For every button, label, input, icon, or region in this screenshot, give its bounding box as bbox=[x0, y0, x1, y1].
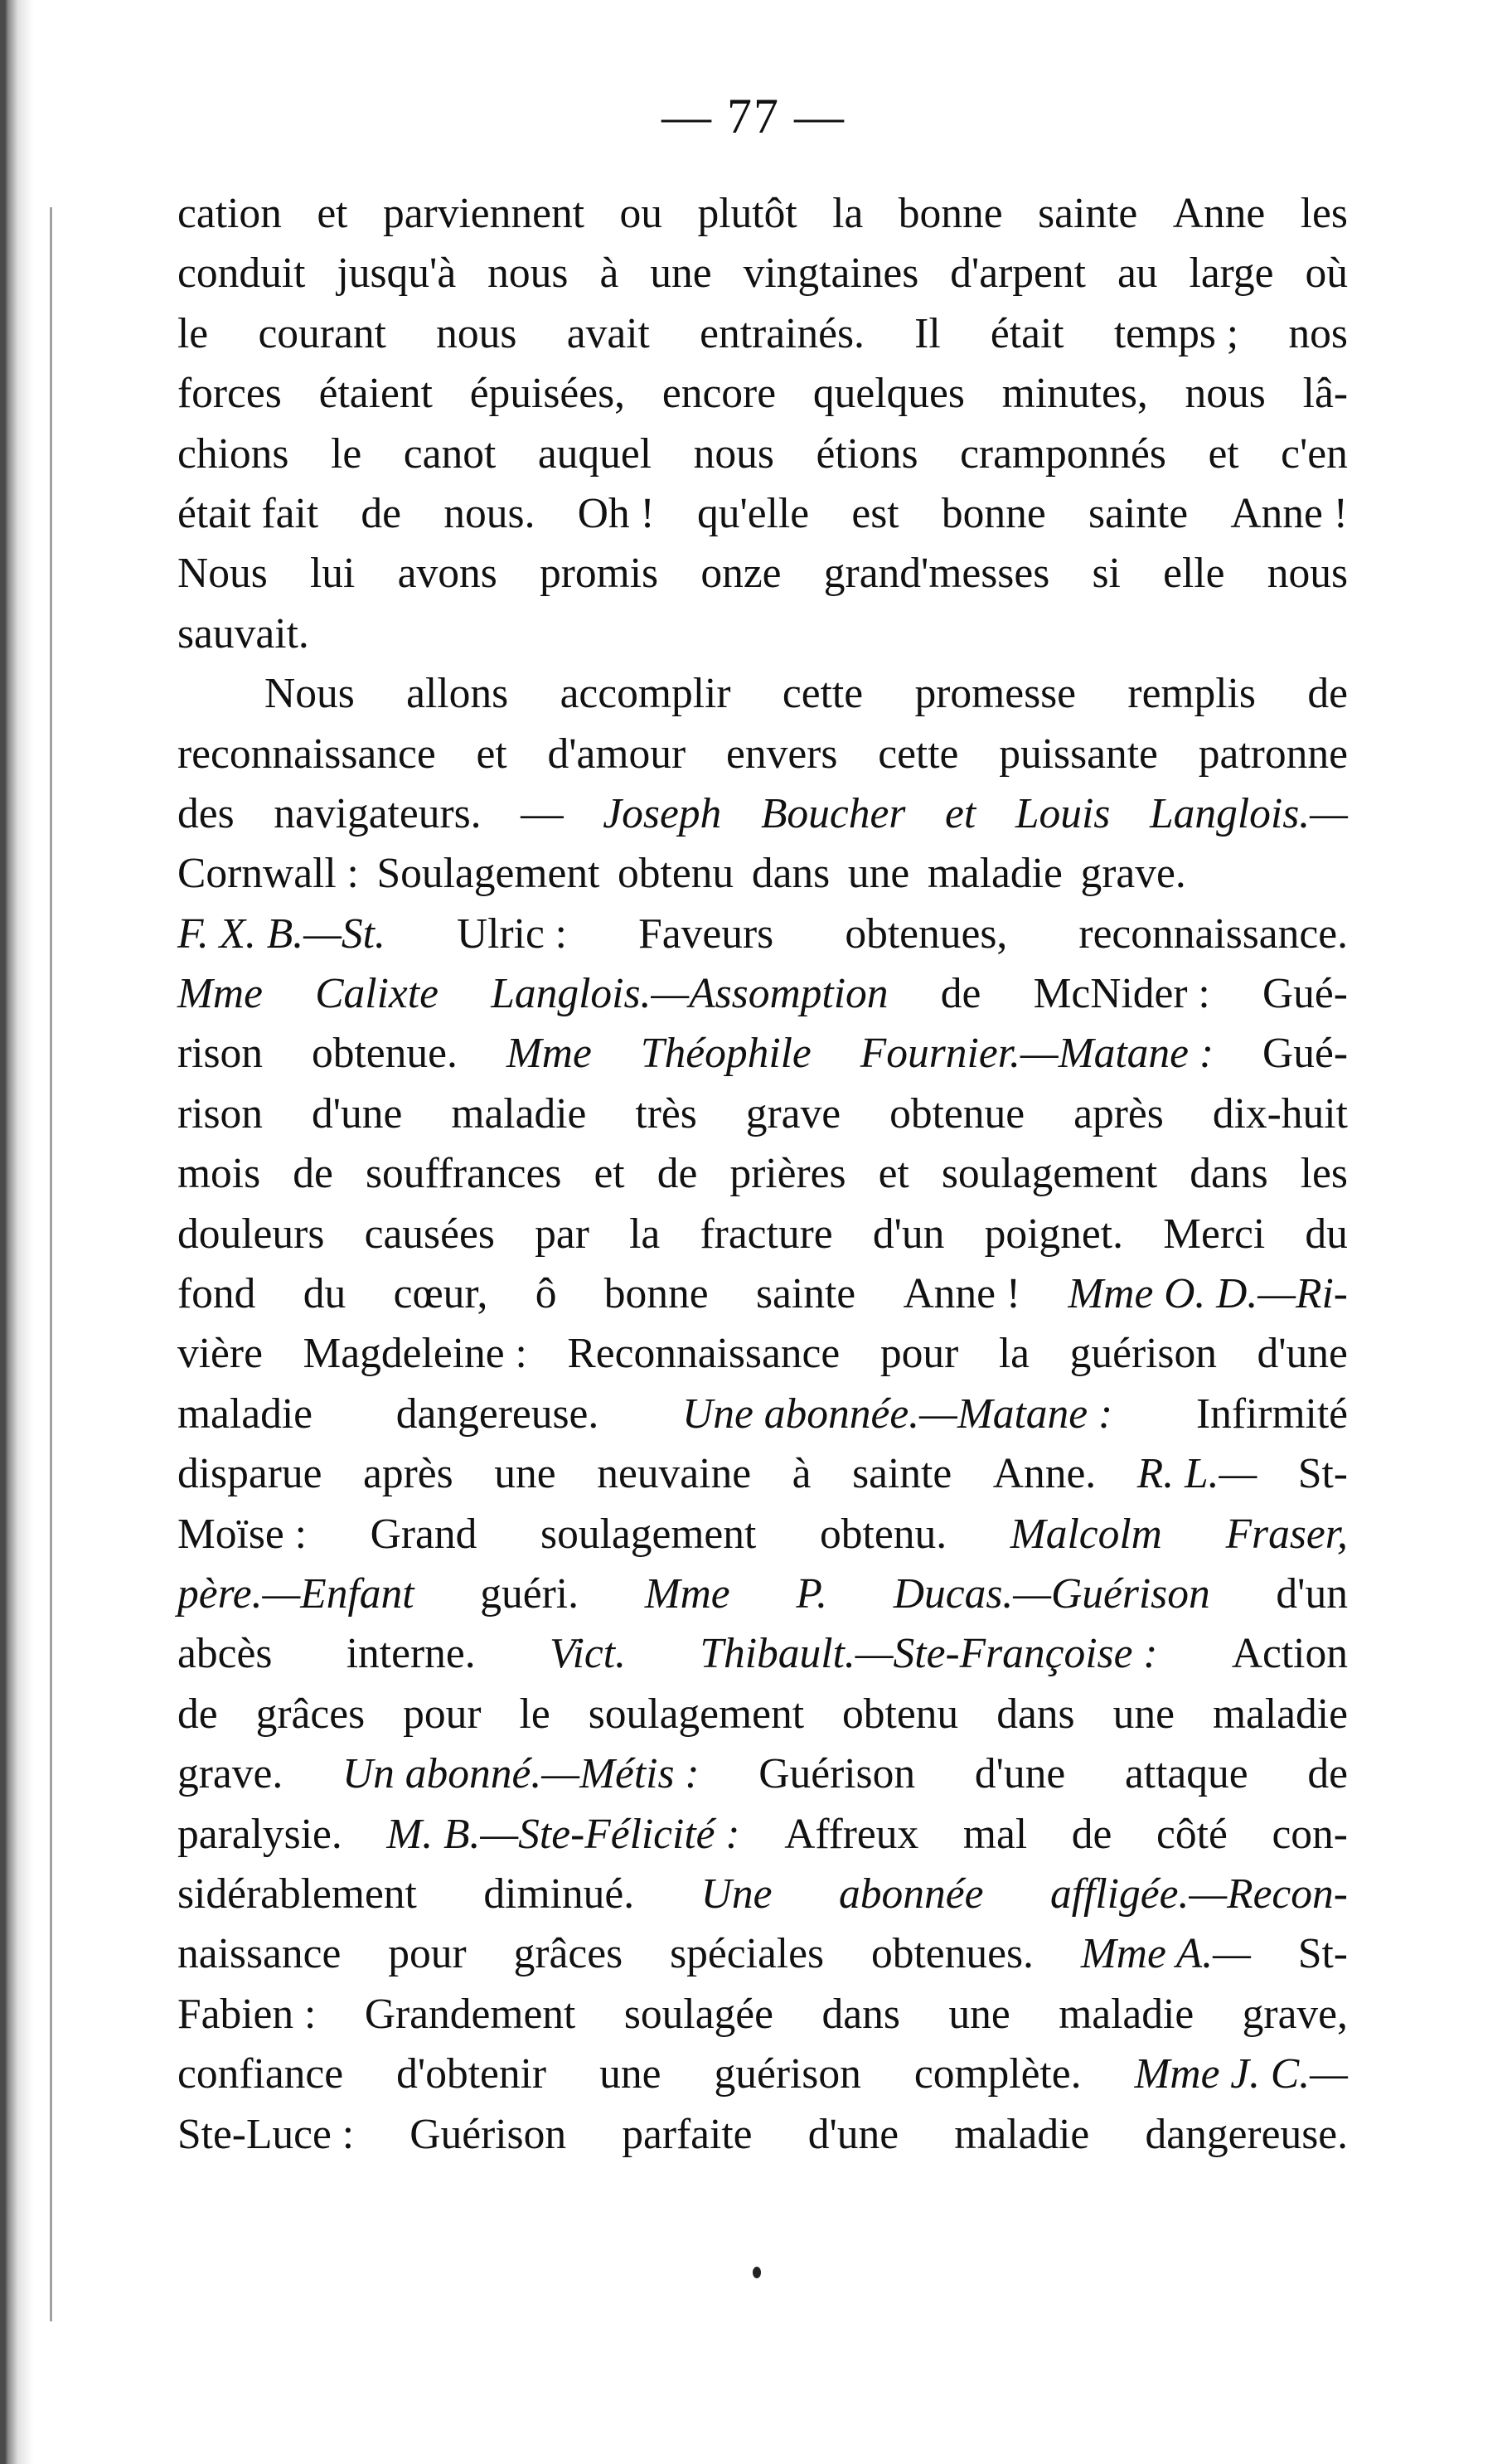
word: cramponnés bbox=[960, 429, 1166, 478]
word: Langlois.—Assomption bbox=[491, 970, 889, 1018]
word: guérison bbox=[1069, 1330, 1217, 1378]
word: patronne bbox=[1198, 730, 1348, 778]
word: Merci bbox=[1163, 1210, 1266, 1258]
word: le bbox=[519, 1690, 550, 1738]
word: Magdeleine : bbox=[303, 1330, 527, 1378]
word: Un abonné.—Métis : bbox=[342, 1750, 700, 1798]
word: Mme bbox=[644, 1569, 730, 1618]
word: poignet. bbox=[984, 1210, 1123, 1258]
word: maladie bbox=[927, 850, 1063, 898]
word: forces bbox=[177, 370, 282, 418]
word: cœur, bbox=[393, 1270, 488, 1318]
text-line bbox=[177, 364, 1348, 424]
word: par bbox=[535, 1210, 589, 1258]
word: et bbox=[878, 1150, 909, 1198]
word: grave, bbox=[1242, 1990, 1348, 2038]
word: quelques bbox=[812, 370, 965, 418]
word: — bbox=[521, 789, 564, 837]
word: Faveurs bbox=[638, 909, 774, 958]
word: après bbox=[363, 1450, 453, 1498]
word: soulagement bbox=[540, 1510, 757, 1558]
word: pour bbox=[879, 1330, 959, 1378]
word: rison bbox=[177, 1030, 263, 1078]
word: d'une bbox=[1257, 1330, 1348, 1378]
binding-shadow-line bbox=[50, 207, 52, 2321]
word: minutes, bbox=[1001, 370, 1148, 418]
word: les bbox=[1300, 1150, 1348, 1198]
word: Calixte bbox=[315, 970, 439, 1018]
word: cette bbox=[878, 730, 959, 778]
word: cation bbox=[177, 190, 282, 237]
word: elle bbox=[1163, 550, 1225, 598]
word: soulagée bbox=[623, 1990, 774, 2038]
word: bonne bbox=[603, 1270, 709, 1318]
word: une bbox=[650, 250, 712, 298]
word: maladie bbox=[451, 1089, 587, 1137]
word: R. L.— bbox=[1136, 1450, 1257, 1498]
word: nous bbox=[1185, 370, 1266, 418]
word: est bbox=[851, 489, 899, 537]
word: Moïse : bbox=[177, 1510, 307, 1558]
word: maladie bbox=[177, 1390, 313, 1438]
text-line bbox=[177, 1444, 1348, 1504]
text-line bbox=[177, 1324, 1348, 1384]
word: entrainés. bbox=[700, 309, 865, 357]
word: Anne. bbox=[992, 1450, 1097, 1498]
word: Théophile bbox=[640, 1030, 812, 1078]
text-line bbox=[177, 1385, 1348, 1444]
word: d'arpent bbox=[950, 250, 1086, 298]
word: sainte bbox=[1038, 190, 1138, 237]
word: St- bbox=[1297, 1450, 1348, 1498]
word: guérison bbox=[714, 2050, 861, 2098]
text-line bbox=[177, 1865, 1348, 1924]
word: mois bbox=[177, 1150, 261, 1198]
text-line bbox=[177, 184, 1348, 244]
word: avait bbox=[566, 309, 650, 357]
word: une bbox=[948, 1990, 1010, 2038]
word: Infirmité bbox=[1195, 1390, 1348, 1438]
word: dix-huit bbox=[1212, 1089, 1348, 1137]
word: Louis bbox=[1015, 789, 1111, 837]
word: Fabien : bbox=[177, 1990, 317, 2038]
word: lui bbox=[309, 550, 356, 598]
word: obtenu. bbox=[820, 1510, 947, 1558]
word: et bbox=[1208, 429, 1239, 478]
word: navigateurs. bbox=[274, 789, 482, 837]
text-line bbox=[177, 844, 1348, 904]
word: de bbox=[1071, 1810, 1112, 1858]
word: St- bbox=[1297, 1930, 1348, 1978]
word: jusqu'à bbox=[337, 250, 457, 298]
word: une bbox=[1112, 1690, 1175, 1738]
word: d'un bbox=[1276, 1569, 1348, 1618]
word: du bbox=[303, 1270, 346, 1318]
word: obtenues. bbox=[870, 1930, 1034, 1978]
word: con- bbox=[1272, 1810, 1348, 1858]
word: canot bbox=[403, 429, 497, 478]
word: remplis bbox=[1127, 670, 1256, 718]
word: rison bbox=[177, 1089, 263, 1137]
word: bonne bbox=[941, 489, 1046, 537]
text-line bbox=[177, 905, 1348, 964]
word: courant bbox=[258, 309, 386, 357]
word: de bbox=[940, 970, 981, 1018]
word: de bbox=[361, 489, 402, 537]
word: Boucher bbox=[760, 789, 906, 837]
word: abcès bbox=[177, 1630, 273, 1678]
text-line bbox=[177, 964, 1348, 1024]
word: grave. bbox=[1080, 850, 1186, 898]
word: Nous bbox=[177, 550, 268, 598]
word: Ulric : bbox=[456, 909, 567, 958]
word: dans bbox=[821, 1990, 900, 2038]
word: Mme O. D.—Ri- bbox=[1068, 1270, 1348, 1318]
word: grâces bbox=[255, 1690, 366, 1738]
word: Une bbox=[700, 1870, 773, 1918]
word: Anne ! bbox=[1230, 489, 1348, 537]
word: paralysie. bbox=[177, 1810, 342, 1858]
word: étaient bbox=[318, 370, 433, 418]
word: nous bbox=[693, 429, 774, 478]
word: où bbox=[1305, 250, 1348, 298]
text-line bbox=[177, 1685, 1348, 1744]
word: dangereuse. bbox=[1145, 2110, 1348, 2158]
word: la bbox=[998, 1330, 1030, 1378]
text-line bbox=[177, 1744, 1348, 1804]
word: dangereuse. bbox=[395, 1390, 599, 1438]
word: Fournier.—Matane : bbox=[860, 1030, 1214, 1078]
word: grand'messes bbox=[823, 550, 1050, 598]
word: Ducas.—Guérison bbox=[893, 1569, 1210, 1618]
text-line bbox=[177, 1264, 1348, 1324]
word: étions bbox=[816, 429, 918, 478]
word: encore bbox=[661, 370, 777, 418]
text-line bbox=[177, 784, 1348, 844]
word: des bbox=[177, 789, 235, 837]
text-line bbox=[177, 484, 1348, 544]
text-line bbox=[177, 1144, 1348, 1204]
word: disparue bbox=[177, 1450, 322, 1498]
word: et bbox=[945, 789, 976, 837]
word: grave. bbox=[177, 1750, 283, 1798]
word: reconnaissance bbox=[177, 730, 436, 778]
word: de bbox=[1307, 1750, 1348, 1798]
word: Guérison bbox=[409, 2110, 567, 2158]
text-line bbox=[177, 725, 1348, 784]
word: cette bbox=[782, 670, 864, 718]
ink-dot-mark bbox=[753, 2267, 761, 2278]
word: onze bbox=[700, 550, 782, 598]
text-line bbox=[177, 1805, 1348, 1865]
word: nous bbox=[487, 250, 569, 298]
word: d'une bbox=[312, 1089, 403, 1137]
word: épuisées, bbox=[469, 370, 626, 418]
word: fond bbox=[177, 1270, 256, 1318]
word: large bbox=[1189, 250, 1274, 298]
word: dans bbox=[1190, 1150, 1268, 1198]
word: après bbox=[1073, 1089, 1164, 1137]
word: maladie bbox=[1059, 1990, 1194, 2038]
word: attaque bbox=[1124, 1750, 1248, 1798]
word: promis bbox=[540, 550, 659, 598]
word: d'un bbox=[872, 1210, 945, 1258]
word: Soulagement bbox=[376, 850, 600, 898]
word: Malcolm bbox=[1010, 1510, 1162, 1558]
word: côté bbox=[1156, 1810, 1228, 1858]
word: causées bbox=[364, 1210, 495, 1258]
word: Grand bbox=[370, 1510, 477, 1558]
text-line bbox=[177, 2105, 1348, 2165]
word: McNider : bbox=[1033, 970, 1210, 1018]
word: P. bbox=[796, 1569, 828, 1618]
word: au bbox=[1117, 250, 1158, 298]
word: auquel bbox=[537, 429, 652, 478]
word: Joseph bbox=[603, 789, 722, 837]
word: dans bbox=[751, 850, 831, 898]
word: Action bbox=[1231, 1630, 1348, 1678]
word: naissance bbox=[177, 1930, 342, 1978]
body-text bbox=[177, 184, 1348, 2165]
word: Nous bbox=[264, 670, 355, 718]
word: grave bbox=[745, 1089, 841, 1137]
word: pour bbox=[403, 1690, 482, 1738]
word: Anne bbox=[1172, 190, 1266, 237]
word: douleurs bbox=[177, 1210, 325, 1258]
word: dans bbox=[996, 1690, 1075, 1738]
word: obtenue. bbox=[311, 1030, 458, 1078]
word: Guérison bbox=[758, 1750, 916, 1798]
word: de bbox=[177, 1690, 218, 1738]
word: Oh ! bbox=[577, 489, 655, 537]
word: était fait bbox=[177, 489, 319, 537]
word: diminué. bbox=[483, 1870, 635, 1918]
word: d'amour bbox=[547, 730, 686, 778]
text-line bbox=[177, 1564, 1348, 1624]
word: les bbox=[1300, 190, 1348, 237]
word: une bbox=[494, 1450, 556, 1498]
word: qu'elle bbox=[696, 489, 810, 537]
text-line bbox=[177, 604, 1348, 664]
word: affligée.—Recon- bbox=[1050, 1870, 1348, 1918]
word: guéri. bbox=[480, 1569, 579, 1618]
word: spéciales bbox=[670, 1930, 825, 1978]
word: plutôt bbox=[697, 190, 797, 237]
word: c'en bbox=[1281, 429, 1348, 478]
word: maladie bbox=[954, 2110, 1090, 2158]
word: Mme bbox=[506, 1030, 592, 1078]
word: chions bbox=[177, 429, 289, 478]
word: temps ; bbox=[1113, 309, 1239, 357]
word: Mme bbox=[177, 970, 263, 1018]
word: vingtaines bbox=[743, 250, 919, 298]
word: une bbox=[847, 850, 910, 898]
text-line bbox=[177, 1084, 1348, 1144]
word: du bbox=[1305, 1210, 1348, 1258]
word: interne. bbox=[346, 1630, 476, 1678]
word: obtenue bbox=[889, 1089, 1025, 1137]
word: M. B.—Ste-Félicité : bbox=[386, 1810, 740, 1858]
word: et bbox=[317, 190, 348, 237]
text-line bbox=[177, 1924, 1348, 1984]
word: conduit bbox=[177, 250, 306, 298]
word: à bbox=[792, 1450, 812, 1498]
word: Gué- bbox=[1262, 1030, 1348, 1078]
word: une bbox=[599, 2050, 661, 2098]
word: Mme J. C.— bbox=[1134, 2050, 1348, 2098]
word: père.—Enfant bbox=[177, 1569, 414, 1618]
word: prières bbox=[729, 1150, 846, 1198]
word: F. X. B.—St. bbox=[177, 909, 385, 958]
word: Thibault.—Ste-Françoise : bbox=[700, 1630, 1158, 1678]
word: Reconnaissance bbox=[567, 1330, 841, 1378]
word: Affreux bbox=[784, 1810, 919, 1858]
word: obtenu bbox=[842, 1690, 959, 1738]
word: nos bbox=[1288, 309, 1348, 357]
text-line bbox=[177, 1505, 1348, 1564]
word: la bbox=[832, 190, 864, 237]
word: maladie bbox=[1212, 1690, 1348, 1738]
text-line bbox=[177, 1624, 1348, 1684]
text-line bbox=[177, 424, 1348, 484]
word: grâces bbox=[513, 1930, 623, 1978]
word: soulagement bbox=[588, 1690, 805, 1738]
word: avons bbox=[397, 550, 497, 598]
text-line bbox=[177, 1024, 1348, 1084]
word: mal bbox=[962, 1810, 1028, 1858]
word: vière bbox=[177, 1330, 263, 1378]
word: Il bbox=[914, 309, 941, 357]
binding-edge bbox=[0, 0, 40, 2464]
text-line bbox=[177, 664, 1348, 724]
word: parviennent bbox=[382, 190, 585, 237]
word: pour bbox=[388, 1930, 467, 1978]
word: le bbox=[331, 429, 362, 478]
word: Cornwall : bbox=[177, 850, 359, 898]
word: confiance bbox=[177, 2050, 344, 2098]
word: obtenu bbox=[618, 850, 734, 898]
word: complète. bbox=[913, 2050, 1082, 2098]
word: était bbox=[990, 309, 1064, 357]
word: obtenues, bbox=[845, 909, 1008, 958]
word: parfaite bbox=[622, 2110, 753, 2158]
word: Grandement bbox=[364, 1990, 576, 2038]
word: Gué- bbox=[1262, 970, 1348, 1018]
word: bonne bbox=[898, 190, 1003, 237]
word: nous bbox=[1267, 550, 1348, 598]
word: allons bbox=[406, 670, 509, 718]
word: Fraser, bbox=[1225, 1510, 1348, 1558]
word: sainte bbox=[756, 1270, 856, 1318]
word: accomplir bbox=[560, 670, 731, 718]
word: d'obtenir bbox=[396, 2050, 547, 2098]
word: et bbox=[594, 1150, 625, 1198]
text-line bbox=[177, 544, 1348, 604]
word: et bbox=[476, 730, 507, 778]
word: ou bbox=[619, 190, 663, 237]
word: le bbox=[177, 309, 209, 357]
word: Mme A.— bbox=[1080, 1930, 1251, 1978]
word: Anne ! bbox=[903, 1270, 1021, 1318]
word: de bbox=[1307, 670, 1348, 718]
word: abonnée bbox=[838, 1870, 984, 1918]
word: soulagement bbox=[941, 1150, 1158, 1198]
text-line bbox=[177, 1205, 1348, 1264]
word: sainte bbox=[1088, 489, 1189, 537]
text-line bbox=[177, 1985, 1348, 2044]
word: lâ- bbox=[1302, 370, 1348, 418]
page-number: — 77 — bbox=[661, 89, 846, 143]
word: sidérablement bbox=[177, 1870, 417, 1918]
word: à bbox=[599, 250, 619, 298]
word: très bbox=[635, 1089, 697, 1137]
word: sainte bbox=[852, 1450, 952, 1498]
word: sauvait. bbox=[177, 609, 309, 657]
word: Langlois.— bbox=[1149, 789, 1348, 837]
word: si bbox=[1092, 550, 1121, 598]
word: d'une bbox=[974, 1750, 1066, 1798]
word: fracture bbox=[700, 1210, 833, 1258]
word: envers bbox=[725, 730, 838, 778]
text-line bbox=[177, 304, 1348, 364]
word: reconnaissance. bbox=[1078, 909, 1348, 958]
word: neuvaine bbox=[597, 1450, 752, 1498]
word: d'une bbox=[807, 2110, 899, 2158]
word: ô bbox=[535, 1270, 557, 1318]
text-line bbox=[177, 244, 1348, 303]
word: la bbox=[629, 1210, 661, 1258]
word: promesse bbox=[914, 670, 1077, 718]
word: de bbox=[657, 1150, 698, 1198]
text-line bbox=[177, 2044, 1348, 2104]
word: de bbox=[293, 1150, 333, 1198]
word: nous. bbox=[443, 489, 535, 537]
word: puissante bbox=[999, 730, 1158, 778]
word: souffrances bbox=[365, 1150, 562, 1198]
word: nous bbox=[436, 309, 517, 357]
word: Ste-Luce : bbox=[177, 2110, 355, 2158]
word: Une abonnée.—Matane : bbox=[682, 1390, 1113, 1438]
word: Vict. bbox=[549, 1630, 626, 1678]
